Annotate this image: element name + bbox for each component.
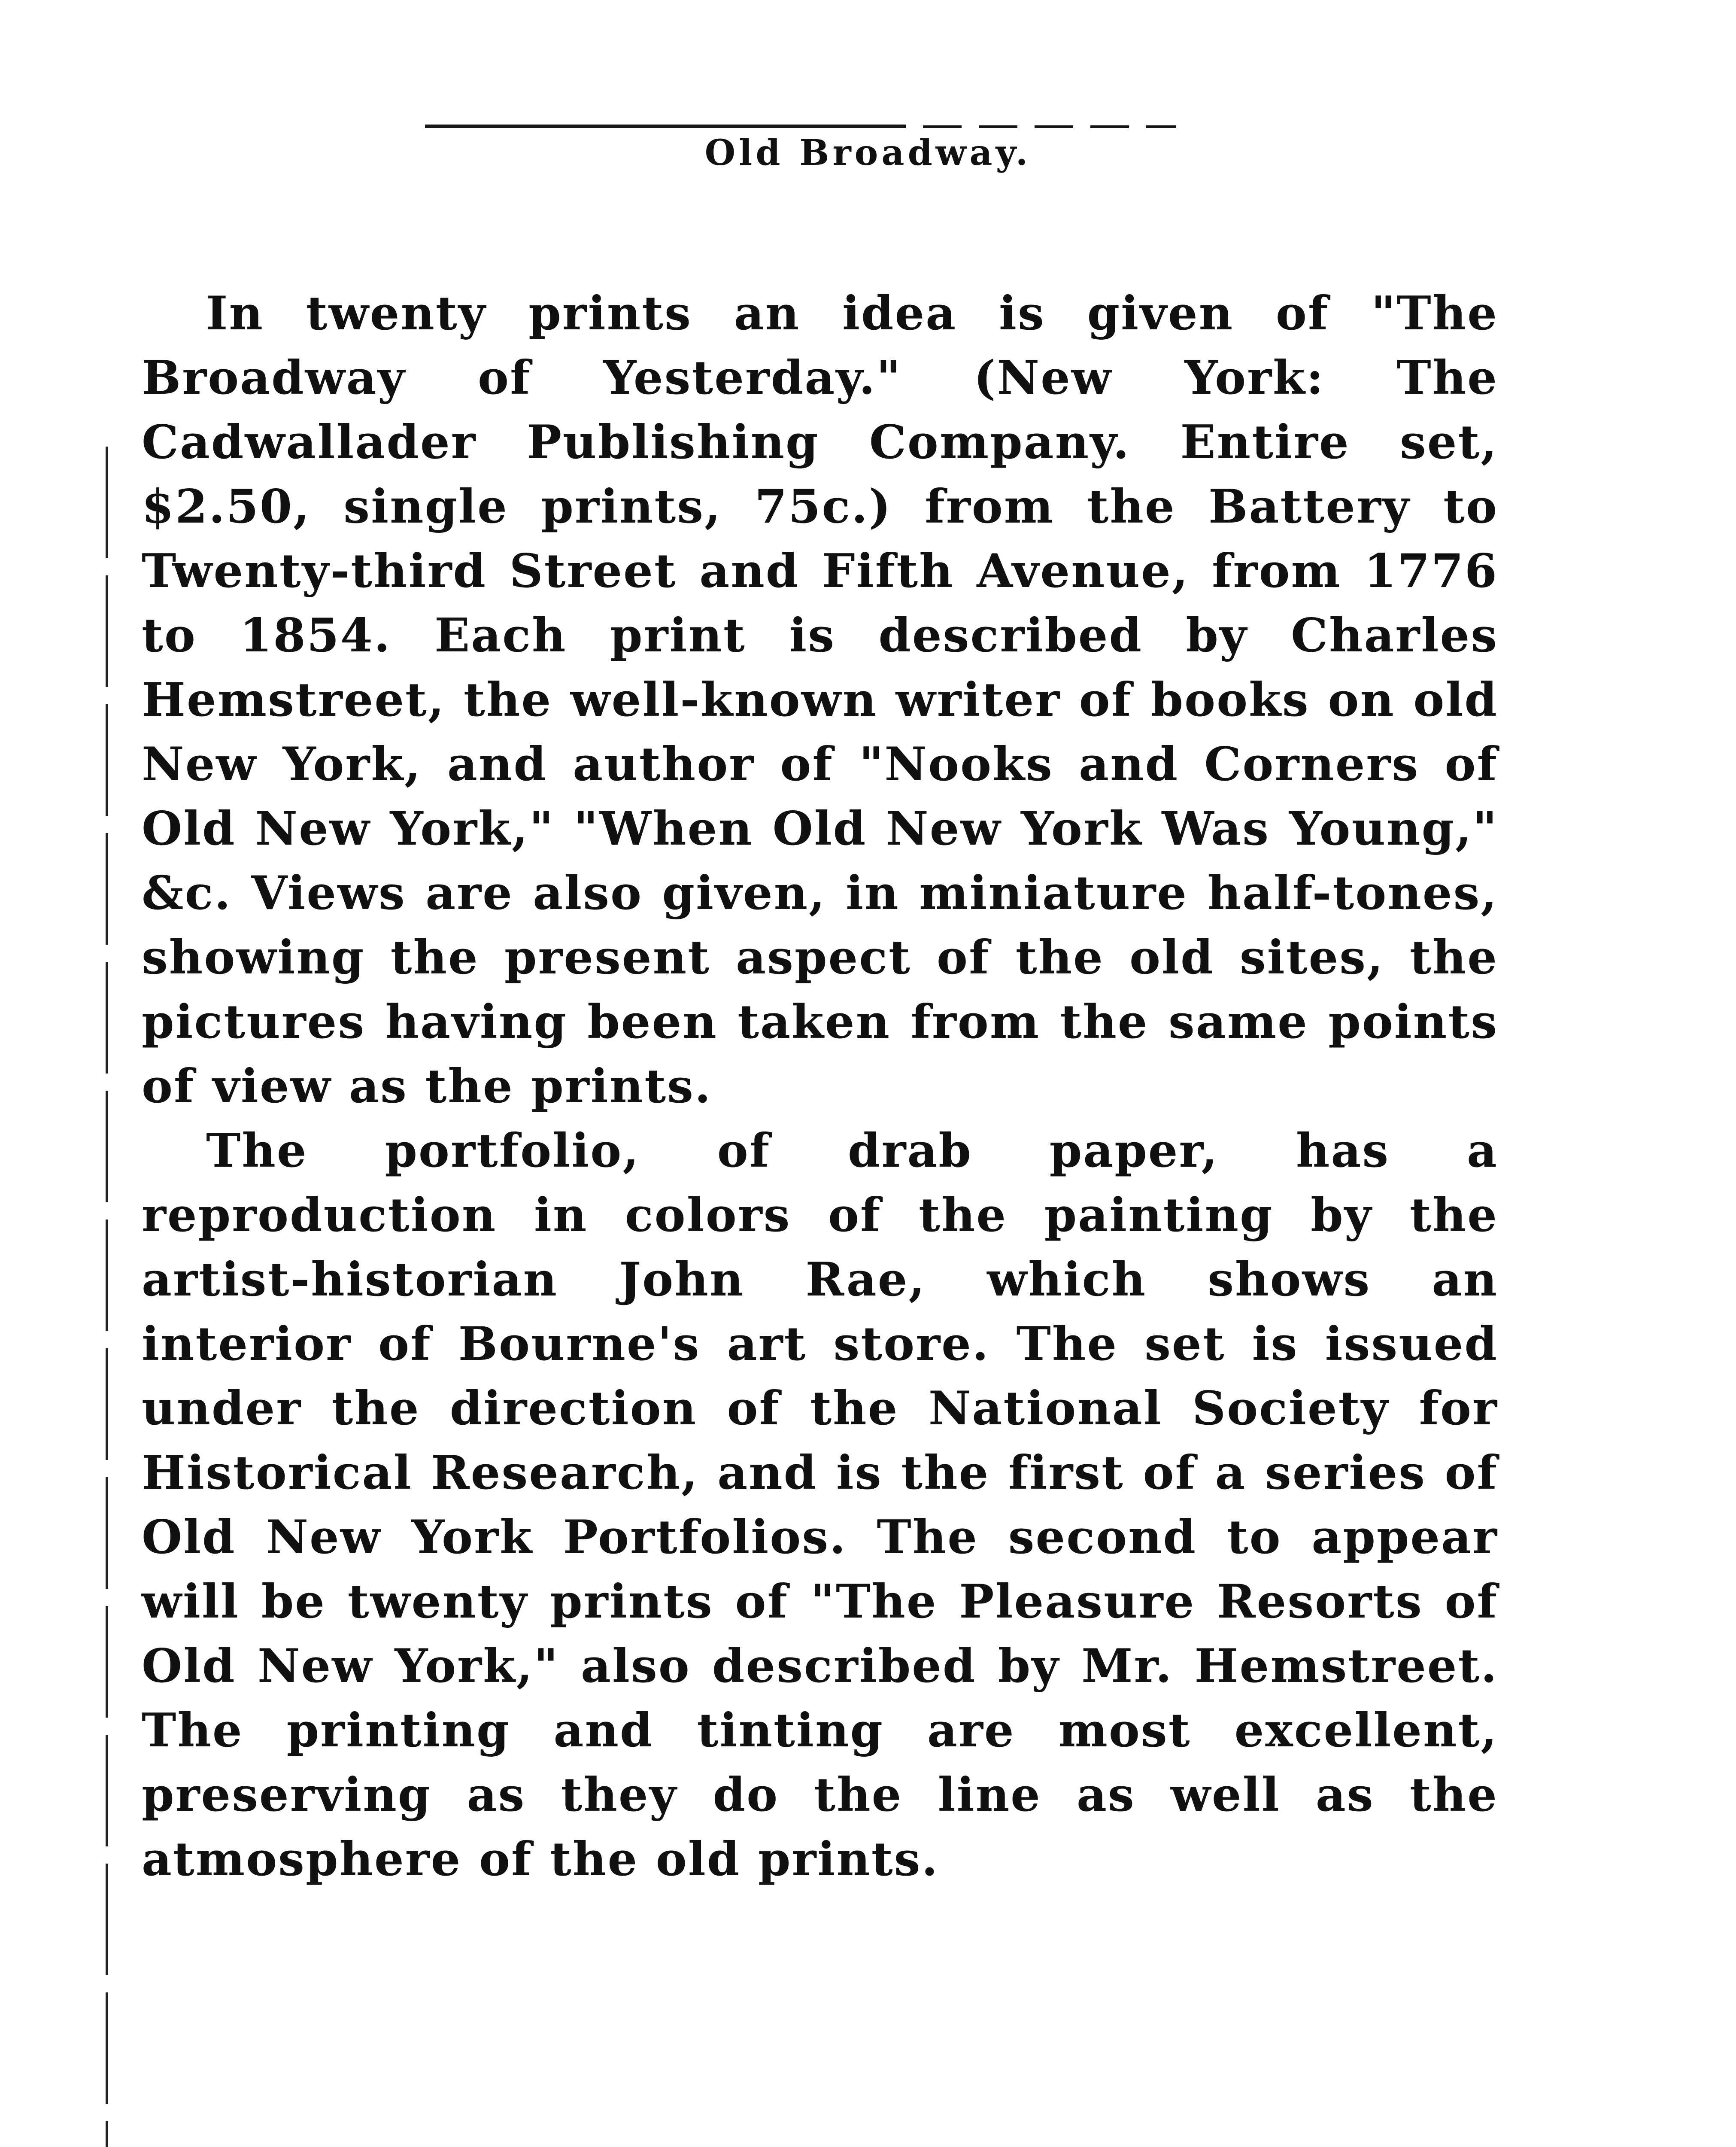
column-rule: [106, 447, 108, 2147]
paragraph-2: The portfolio, of drab paper, has a reproduction in colors of the painting by the artist-historian John Rae, which shows an interior of Bourne's art store. The set is issued under the direction of the National Society for Historical Research, and is the first of a series of Old New York Portfolios. The second to appear will be twenty prints of "The Pleasure Resorts of Old New York," also described by Mr. Hemstreet. The printing and tinting are most excellent, preserving as they do the line as well as the atmosphere of the old prints.: [142, 1124, 1498, 1886]
article-body: [142, 281, 1498, 1892]
top-rule-dashed: [923, 125, 1176, 128]
top-rule: [425, 125, 906, 128]
headline: Old Broadway.: [704, 132, 1032, 173]
paragraph-1: In twenty prints an idea is given of "The Broadway of Yesterday." (New York: The Cadwallader Publishing Company. Entire set, $2.50, single prints, 75c.) from the Battery to Twenty-third Street and Fifth Avenue, from 1776 to 1854. Each print is described by Charles Hemstreet, the well-known writer of books on old New York, and author of "Nooks and Corners of Old New York," "When Old New York Was Young," &c. Views are also given, in miniature half-tones, showing the present aspect of the old sites, the pictures having been taken from the same points of view as the prints.: [142, 286, 1498, 1113]
